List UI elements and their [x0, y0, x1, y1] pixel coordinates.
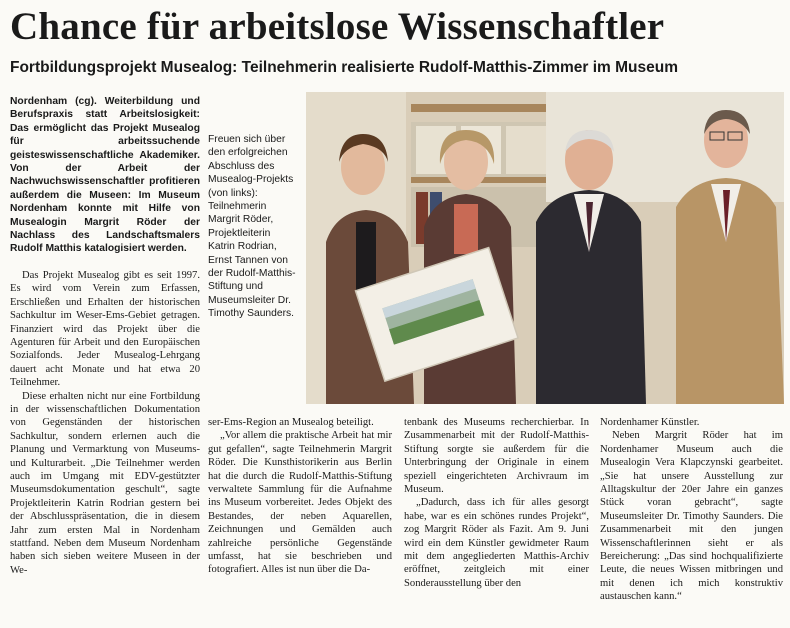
- body-paragraph: „Vor allem die praktische Arbeit hat mir gut gefallen“, sagte Teilnehmerin Margrit Röder. Die Kunsthistorikerin aus Berlin hat die durch die Rudolf-Matthis-Stiftung verwaltete Sammlung für die Aufnahme ins Museum vorbereitet. Jedes Objekt des Bestandes, der neben Aquarellen, Zeichnungen und Gemälden auch zahlreiche persönliche Gegenstände umfasst, hat sie beschrieben und fotografiert. Alles ist nun über die Da-: [208, 430, 392, 576]
- body-paragraph: ser-Ems-Region an Musealog beteiligt.: [208, 417, 374, 428]
- article-lead: Nordenham (cg). Weiterbildung und Berufspraxis statt Arbeitslosigkeit: Das ermöglicht das Projekt Musealog für arbeitssuchende geisteswissenschaftliche Akademiker. Von der Arbeit der Nachwuchswissenschaftler profitieren außerdem die Museen: Im Museum Nordenham konnte mit Hilfe von Musealogin Margrit Röder der Nachlass des Landschaftsmalers Rudolf Matthis katalogisiert werden.: [10, 96, 200, 255]
- photo-caption: Freuen sich über den erfolgreichen Abschluss des Musealog-Projekts (von links): Teilnehmerin Margrit Röder, Projektleiterin Katrin Rodrian, Ernst Tannen von der Rudolf-Matthis-Stiftung und Museumsleiter Dr. Timothy Saunders.: [208, 134, 296, 320]
- article-subheadline: Fortbildungsprojekt Musealog: Teilnehmerin realisierte Rudolf-Matthis-Zimmer im Museum: [10, 59, 679, 76]
- column-4: [600, 416, 783, 604]
- body-paragraph: Diese erhalten nicht nur eine Fortbildung in der wissenschaftlichen Dokumentation von Gegenständen der historischen Sachkultur, sondern erlernen auch die Planung und Vermarktung von Museums- und Kulturarbeit. „Die Teilnehmer werden auch im Umgang mit EDV-gestützter Museumsdokumentation geschult“, sagte Projektleiterin Katrin Rodrian gestern bei der Abschlusspräsentation, die in diesem Jahr zum ersten Mal in Nordenham stattfand. Neben dem Museum Nordenham haben sich sieben weitere Museen in der We-: [10, 390, 200, 576]
- column-1: [10, 95, 200, 577]
- body-paragraph: „Dadurch, dass ich für alles gesorgt habe, war es ein schönes rundes Projekt“, zog Margrit Röder als Fazit. Am 9. Juni wird ein dem Künstler gewidmeter Raum mit dem angegliederten Matthis-Archiv eröffnet, zeitgleich mit einer Sonderausstellung über den: [404, 497, 589, 589]
- body-paragraph: Nordenhamer Künstler.: [600, 417, 700, 428]
- column-3: [404, 416, 589, 590]
- body-paragraph: tenbank des Museums recherchierbar. In Zusammenarbeit mit der Rudolf-Matthis-Stiftung sorgte sie außerdem für die Unterbringung der Originale in einem speziell eingerichteten Archivraum im Museum.: [404, 417, 589, 496]
- body-paragraph: Das Projekt Musealog gibt es seit 1997. Es wird vom Verein zum Erfassen, Erschließen und Erhalten der historischen Sachkultur im Weser-Ems-Gebiet getragen. Finanziert wird das Projekt über die Agenturen für Arbeit und den Europäischen Sozialfonds. Jeder Musealog-Lehrgang dauert acht Monate und hat etwa 20 Teilnehmer.: [10, 269, 200, 389]
- body-paragraph: Neben Margrit Röder hat im Nordenhamer Museum auch die Musealogin Vera Klapczynski gearbeitet. „Sie hat unsere Ausstellung zur Alltagskultur der 20er Jahre ein ganzes Stück voran gebracht“, sagte Museumsleiter Dr. Timothy Saunders. Die Zusammenarbeit mit den jungen Wissenschaftlerinnen sieht er als Bereicherung: „Das sind hochqualifizierte Leute, die neues Wissen mitbringen und mit denen ich mich konstruktiv austauschen kann.“: [600, 430, 783, 603]
- group-photo-illustration: [306, 92, 784, 404]
- column-2: [208, 416, 392, 577]
- article-headline: Chance für arbeitslose Wissenschaftler: [10, 5, 665, 48]
- article-photo: [306, 92, 784, 404]
